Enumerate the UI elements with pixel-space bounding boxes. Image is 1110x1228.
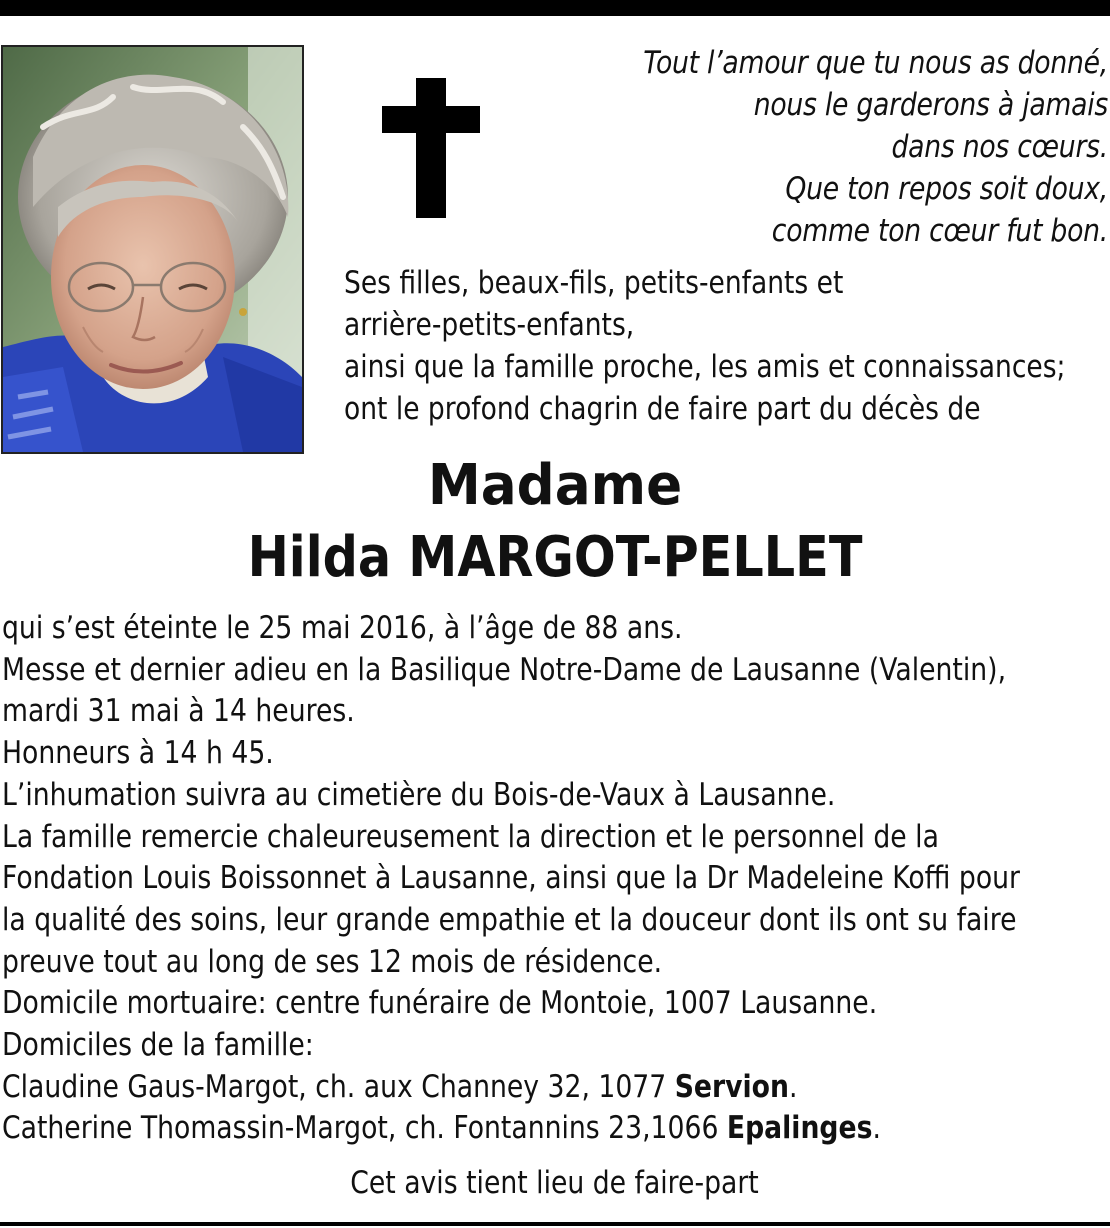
announcement-line: ont le profond chagrin de faire part du décès de (344, 391, 981, 427)
address-text: Claudine Gaus-Margot, ch. aux Channey 32, 1077 (2, 1068, 675, 1105)
poem-line: Que ton repos soit doux, (785, 171, 1108, 207)
details-line: La famille remercie chaleureusement la direction et le personnel de la (2, 818, 939, 855)
address-text: Catherine Thomassin-Margot, ch. Fontannins 23,1066 (2, 1110, 727, 1147)
poem-line: Tout l’amour que tu nous as donné, (643, 45, 1108, 81)
details-line: Domiciles de la famille: (2, 1027, 314, 1064)
details-line: qui s’est éteinte le 25 mai 2016, à l’âge de 88 ans. (2, 610, 683, 646)
poem-line: comme ton cœur fut bon. (771, 213, 1108, 249)
bottom-rule (0, 1222, 1110, 1226)
obituary-details (2, 608, 1110, 1150)
details-line: mardi 31 mai à 14 heures. (2, 693, 355, 730)
deceased-title: Madame (427, 453, 683, 518)
top-rule (0, 0, 1110, 16)
details-line: Honneurs à 14 h 45. (2, 735, 274, 772)
family-announcement (344, 262, 1066, 430)
latin-cross-icon (382, 78, 480, 218)
details-line: la qualité des soins, leur grande empathie et la douceur dont ils ont su faire (2, 901, 1017, 938)
deceased-name-block (0, 450, 1110, 594)
family-address-1 (2, 1067, 1110, 1109)
footer-note (0, 1162, 1110, 1204)
poem-line: dans nos cœurs. (891, 129, 1108, 165)
footer-note-text: Cet avis tient lieu de faire-part (350, 1165, 760, 1201)
address-punct: . (872, 1110, 881, 1147)
announcement-line: ainsi que la famille proche, les amis et connaissances; (344, 349, 1066, 385)
poem-line: nous le garderons à jamais (753, 87, 1108, 123)
deceased-name: Hilda MARGOT-PELLET (247, 525, 863, 590)
address-punct: . (788, 1068, 798, 1105)
family-address-2 (2, 1108, 1110, 1150)
announcement-line: Ses filles, beaux-fils, petits-enfants et (344, 265, 844, 301)
details-line: Messe et dernier adieu en la Basilique Notre-Dame de Lausanne (Valentin), (2, 651, 1007, 688)
address-city: Servion (674, 1068, 789, 1105)
details-line: L’inhumation suivra au cimetière du Bois-de-Vaux à Lausanne. (2, 776, 836, 813)
details-line: preuve tout au long de ses 12 mois de résidence. (2, 943, 663, 980)
announcement-line: arrière-petits-enfants, (344, 307, 635, 343)
poem-verse (626, 42, 1108, 252)
details-line: Domicile mortuaire: centre funéraire de Montoie, 1007 Lausanne. (2, 985, 878, 1022)
details-line: Fondation Louis Boissonnet à Lausanne, ainsi que la Dr Madeleine Koffi pour (2, 860, 1021, 897)
portrait-photo (1, 45, 304, 454)
address-city: Epalinges (726, 1110, 873, 1147)
